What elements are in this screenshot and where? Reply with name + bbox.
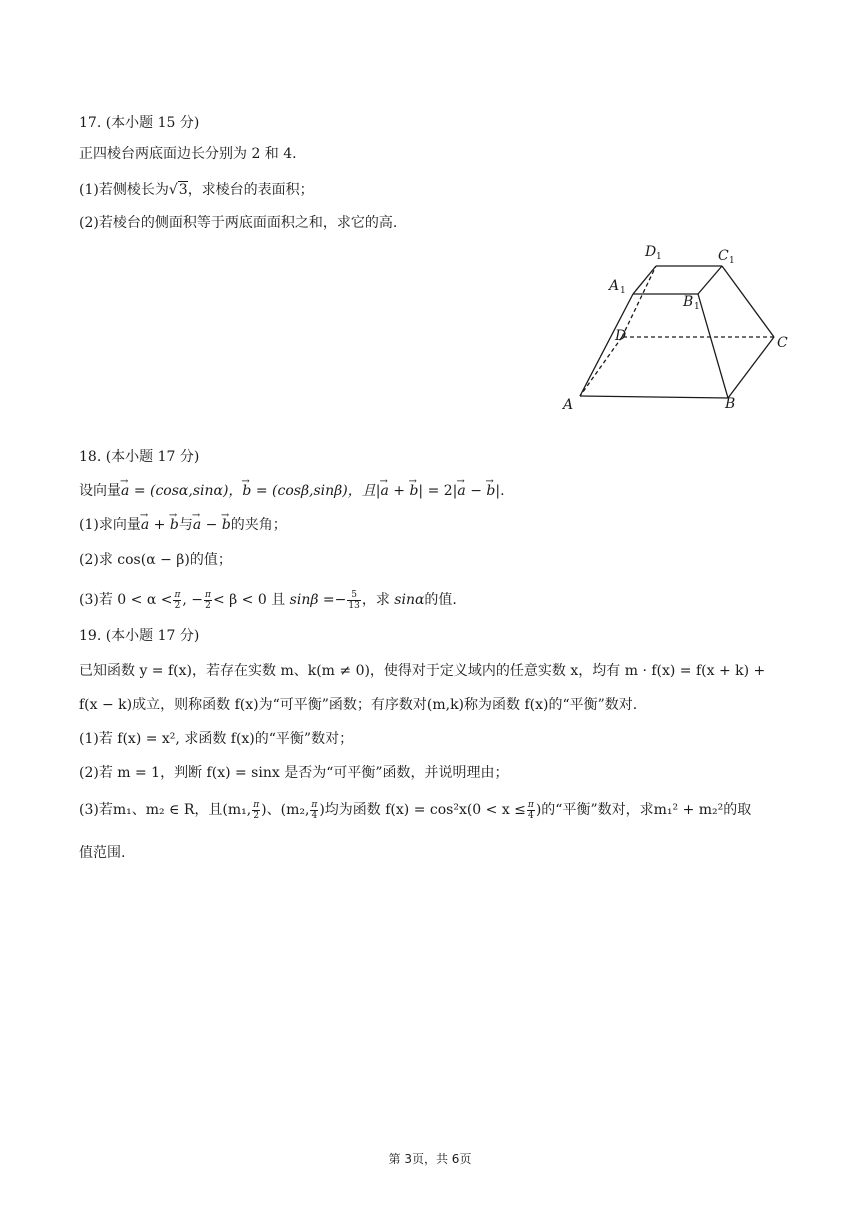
vector-b: → b [170, 515, 179, 535]
q19-part3-continued: 值范围. [79, 845, 126, 861]
sqrt-symbol: √ [168, 182, 178, 198]
q18-stem-text: 设向量 [79, 483, 121, 499]
q18-part3-c: ，求 [361, 592, 390, 608]
vector-a: → a [457, 481, 465, 501]
edge-B1C1 [698, 266, 722, 294]
label-D: D [615, 328, 627, 344]
edge-DD1 [622, 266, 656, 337]
vector-a: → a [380, 481, 388, 501]
vector-b: → b [409, 481, 418, 501]
q18-vec-a-def: = (cosα,sinα)， [133, 483, 243, 499]
q19-line1: 已知函数 y = f(x)，若存在实数 m、k(m ≠ 0)，使得对于定义域内的任意实数 x，均有 m · f(x) = f(x + k) + [79, 663, 766, 679]
vector-b: → b [222, 515, 231, 535]
q19-part3-c: )均为函数 f(x) = cos²x(0 < x ≤ [319, 802, 526, 818]
vector-a: → a [121, 481, 129, 501]
q19-part2: (2)若 m = 1，判断 f(x) = sinx 是否为“可平衡”函数，并说明理由； [79, 765, 509, 781]
q19-header: 19. (本小题 17 分) [79, 628, 200, 644]
label-C: C [777, 335, 788, 351]
label-D1: D [645, 244, 657, 260]
label-A1: A [609, 278, 620, 294]
q18-part3-d: 的值. [424, 592, 457, 608]
label-A1-sub: 1 [620, 286, 626, 296]
sin-alpha: sinα [394, 592, 425, 608]
fraction-pi-over-2: $\frac{\pi}{2}$ [174, 589, 181, 611]
edge-DA [580, 337, 622, 396]
fraction-5-over-13: $\frac{5}{13}$ [348, 589, 360, 611]
label-A: A [563, 397, 574, 413]
q17-sqrt-value: 3 [178, 182, 188, 198]
q17-part2: (2)若棱台的侧面积等于两底面面积之和，求它的高. [79, 215, 398, 231]
q17-header: 17. (本小题 15 分) [79, 115, 200, 131]
q18-part1-b: 与 [178, 517, 193, 533]
q18-part1-c: 的夹角； [230, 517, 287, 533]
label-C1: C [718, 248, 729, 264]
q18-stem-tail: |. [495, 483, 505, 499]
vector-b: → b [242, 481, 251, 501]
page-footer: 第 3页，共 6页 [388, 1152, 472, 1166]
q18-part3: (3)若 0 < α < $\frac{\pi}{2}$ , − $\frac{\pi}{2}$ < β < 0 且 sinβ =− $\frac{5}{13}$ ，求 sinα的值. [79, 589, 457, 611]
label-B1-sub: 1 [694, 302, 700, 312]
label-B1: B [683, 294, 694, 310]
fraction-pi-over-2: $\frac{\pi}{2}$ [205, 589, 211, 611]
edge-BB1 [698, 294, 728, 398]
q18-part3-a: (3)若 0 < α < [79, 592, 173, 608]
label-D1-sub: 1 [656, 252, 662, 262]
edge-AA1 [580, 294, 633, 396]
q19-part3-a: (3)若m₁、m₂ ∈ R，且(m₁, [79, 802, 252, 818]
label-C1-sub: 1 [729, 256, 735, 266]
q18-part2: (2)求 cos(α − β)的值； [79, 552, 232, 568]
q18-vec-b-def: = (cosβ,sinβ)，且| [255, 483, 381, 499]
edge-CC1 [722, 266, 774, 337]
q19-line2: f(x − k)成立，则称函数 f(x)为“可平衡”函数；有序数对(m,k)称为函数 f(x)的“平衡”数对. [79, 697, 638, 713]
edge-BC [728, 337, 774, 398]
vector-a: → a [193, 515, 201, 535]
fraction-pi-over-2: $\frac{\pi}{2}$ [253, 799, 260, 821]
vector-b: → b [486, 481, 495, 501]
q18-part3-b: < β < 0 且 [212, 592, 286, 608]
q18-part1: (1)求向量→ a + → b与→ a − → b的夹角； [79, 515, 287, 535]
vector-a: → a [141, 515, 149, 535]
q19-part3-b: )、(m₂, [261, 802, 310, 818]
q18-part1-a: (1)求向量 [79, 517, 141, 533]
fraction-pi-over-4: $\frac{\pi}{4}$ [527, 799, 534, 821]
q18-header: 18. (本小题 17 分) [79, 449, 200, 465]
label-B: B [725, 396, 736, 412]
q17-part1 [79, 180, 314, 200]
frustum-figure [555, 236, 795, 416]
q19-part3 [79, 798, 751, 822]
sin-beta: sinβ [289, 592, 319, 608]
fraction-pi-over-4: $\frac{\pi}{4}$ [311, 799, 318, 821]
q19-part3-d: )的“平衡”数对，求m₁² + m₂²的取 [535, 802, 752, 818]
edge-AB [580, 396, 728, 398]
q18-stem: 设向量→ a = (cosα,sinα)，→ b = (cosβ,sinβ)，且|→ a + → b| = 2|→ a − → b|. [79, 481, 505, 501]
q17-stem: 正四棱台两底面边长分别为 2 和 4. [79, 146, 297, 162]
q19-part1: (1)若 f(x) = x², 求函数 f(x)的“平衡”数对； [79, 731, 354, 747]
q17-part1-text-b: ，求棱台的表面积； [187, 182, 314, 198]
q17-part1-text-a: (1)若侧棱长为 [79, 182, 169, 198]
